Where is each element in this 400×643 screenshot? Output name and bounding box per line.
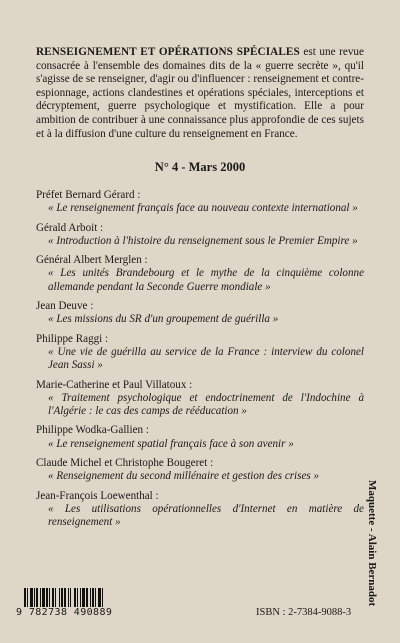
entry-title: « Une vie de guérilla au service de la France : interview du colonel Jean Sassi » — [48, 345, 364, 372]
barcode-number: 9 782738 490889 — [16, 607, 136, 618]
entry-title: « Le renseignement français face au nouveau contexte international » — [48, 202, 358, 215]
entry-author: Préfet Bernard Gérard : — [36, 189, 141, 201]
barcode-bar — [70, 588, 71, 608]
entry-author: Philippe Wodka-Gallien : — [36, 424, 149, 437]
entry-title: « Introduction à l'histoire du renseignement sous le Premier Empire » — [48, 234, 358, 247]
barcode-bar — [95, 588, 96, 608]
entry-author: Philippe Raggi : — [36, 332, 109, 345]
entry-author: Jean Deuve : — [36, 300, 94, 313]
entry-title: « Traitement psychologique et endoctrinement de l'Indochine à l'Algérie : le cas des camps de rééducation » — [48, 391, 364, 418]
toc-entry — [36, 300, 364, 327]
barcode-bar — [102, 588, 103, 608]
toc-entry — [36, 379, 364, 419]
barcode-bar — [68, 588, 69, 608]
barcode-bar — [59, 588, 60, 608]
intro-paragraph — [36, 46, 364, 141]
toc-entry — [36, 222, 364, 249]
barcode-bar — [24, 588, 26, 608]
journal-name: RENSEIGNEMENT ET OPÉRATIONS SPÉCIALES — [36, 46, 300, 58]
barcode-bar — [42, 588, 45, 608]
entry-title: « Les utilisations opérationnelles d'Internet en matière de renseignement » — [48, 502, 364, 529]
toc-entry — [36, 333, 364, 373]
barcode-bar — [27, 588, 28, 608]
barcode-bar — [36, 588, 38, 608]
barcode-bar — [64, 588, 66, 608]
entry-author: Général Albert Merglen : — [36, 254, 148, 267]
entry-title: « Les missions du SR d'un groupement de guérilla » — [48, 313, 279, 326]
barcode-bar — [77, 588, 78, 608]
barcode-bar — [86, 588, 88, 608]
entry-author: Jean-François Loewenthal : — [36, 489, 159, 502]
toc-entry — [36, 490, 364, 530]
barcode-bars — [20, 588, 132, 608]
isbn: ISBN : 2-7384-9088-3 — [256, 607, 352, 618]
toc-entry — [36, 254, 364, 294]
issue-number: N° 4 - Mars 2000 — [154, 160, 246, 174]
barcode-bar — [92, 588, 94, 608]
intro-text: est une revue consacrée à l'ensemble des domaines dits de la « guerre secrète », qu'il s'agisse de se renseigner, d'agir ou d'influencer : renseignement et contre-espionnage, actions clandestines et opérations spéciales, interceptions et décryptement, guerre psychologique et mystification. Elle a pour ambition de contribuer à une connaissance plus approfondie de ces sujets et à la diffusion d'une culture du renseignement en France. — [36, 46, 364, 140]
entry-title: « Les unités Brandebourg et le mythe de la cinquième colonne allemande pendant la Seconde Guerre mondiale » — [48, 267, 364, 293]
design-credit: Maquette - Alain Bernadot — [366, 480, 378, 607]
toc-entry — [36, 457, 364, 484]
toc-entry — [36, 189, 364, 216]
entry-author: Marie-Catherine et Paul Villatoux : — [36, 378, 193, 391]
barcode-bar — [61, 588, 63, 608]
entry-title: « Le renseignement spatial français face à son avenir » — [48, 437, 294, 450]
entry-author: Gérald Arboit : — [36, 221, 104, 234]
barcode-bar — [52, 588, 54, 608]
barcode-bar — [82, 588, 85, 608]
barcode-bar — [34, 588, 35, 608]
barcode-bar — [90, 588, 91, 608]
barcode-bar — [30, 588, 33, 608]
toc-entry — [36, 424, 364, 451]
barcode-bar — [80, 588, 81, 608]
entry-author: Claude Michel et Christophe Bougeret : — [36, 457, 214, 470]
barcode-bar — [98, 588, 101, 608]
table-of-contents — [36, 189, 364, 536]
barcode-bar — [40, 588, 41, 608]
barcode-bar — [46, 588, 48, 608]
entry-title: « Renseignement du second millénaire et gestion des crises » — [48, 470, 320, 483]
barcode-bar — [74, 588, 76, 608]
barcode-bar — [49, 588, 50, 608]
barcode-bar — [55, 588, 56, 608]
